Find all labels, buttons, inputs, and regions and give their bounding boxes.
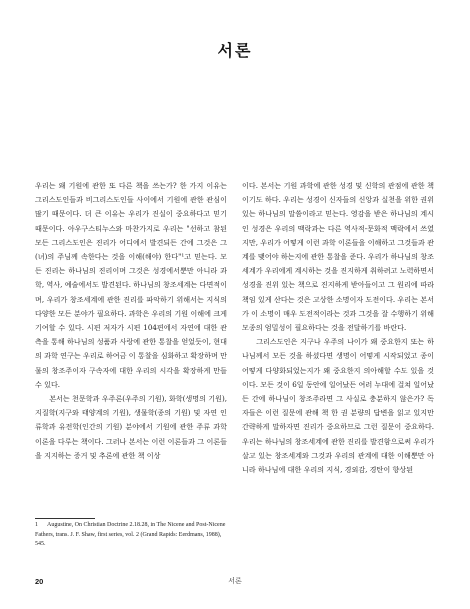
footnote-number: 1 [35,522,38,528]
body-paragraph: 그리스도인은 지구나 우주의 나이가 왜 중요한지 또는 하나님께서 모든 것을 하셨다면 생명이 어떻게 시작되었고 종이 어떻게 다양화되었는지가 왜 중요한지 의아해할 수도 있을 것이다. 모든 것이 6일 동안에 일어났든 여러 누대에 걸쳐 일어났든 간에 하나님이 창조주라면 그 사실로 충분하지 않은가? 독자들은 이런 질문에 관해 책 한 권 분량의 답변을 읽고 있지만 간략하게 말하자면 진리가 중요하므로 그런 질문이 중요하다. 우리는 하나님의 창조세계에 관한 진리를 발견함으로써 우리가 살고 있는 창조세계와 그것과 우리의 관계에 대한 이해뿐만 아니라 하나님에 대한 우리의 지식, 경외감, 경탄이 향상된 [242,337,434,475]
page-number: 20 [35,577,44,586]
footnote [35,521,227,550]
chapter-title: 서론 [217,41,253,60]
body-paragraph: 우리는 왜 기원에 관한 또 다른 책을 쓰는가? 한 가지 이유는 그리스도인들과 비그리스도인들 사이에서 기원에 관한 관심이 많기 때문이다. 더 큰 이유는 우리가 진실이 중요하다고 믿기 때문이다. 아우구스티누스와 마찬가지로 우리는 "선하고 참된 모든 그리스도인은 진리가 어디에서 발견되든 간에 그것은 그(녀)의 주님께 속한다는 것을 이해(해야) 한다"¹고 믿는다. 모든 진리는 하나님의 진리이며 그것은 성경에서뿐만 아니라 과학, 역사, 예술에서도 발견된다. 하나님의 창조세계는 다면적이며, 우리가 창조세계에 관한 진리를 파악하기 위해서는 지식의 다양한 모든 분야가 필요하다. 과학은 우리의 기원 이해에 크게 기여할 수 있다. 시편 저자가 시편 104편에서 자연에 대한 관측을 통해 하나님의 성품과 사랑에 관한 통찰을 얻었듯이, 현대의 과학 연구는 우리로 하여금 이 통찰을 심화하고 확장하며 만물의 창조주이자 구속자에 대한 우리의 시각을 확장하게 만들 수 있다. [35,181,227,389]
right-text-column [242,179,434,477]
left-text-column [35,179,227,463]
footnote-text: Augustine, On Christian Doctrine 2.18.28, in The Nicene and Post-Nicene Fathers, trans. J. F. Shaw, first series, vol. 2 (Grand Rapids: Eerdmans, 1988), 545. [35,522,226,547]
body-paragraph: 본서는 천문학과 우주론(우주의 기원), 화학(생명의 기원), 지질학(지구와 태양계의 기원), 생물학(종의 기원) 및 자연 인류학과 유전학(인간의 기원) 분야에서 기원에 관한 주류 과학 이론을 다루는 책이다. 그러나 본서는 이런 이론들과 그 이론들을 지지하는 증거 및 추론에 관한 책 이상 [35,394,227,460]
running-footer-title: 서론 [228,577,242,585]
footnote-divider [35,518,95,519]
body-paragraph: 이다. 본서는 기원 과학에 관한 성경 및 신학의 관점에 관한 책이기도 하다. 우리는 성경이 신자들의 신앙과 실천을 위한 권위 있는 하나님의 말씀이라고 믿는다. 영감을 받은 하나님의 계시인 성경은 우리의 맥락과는 다른 역사적-문화적 맥락에서 쓰였지만, 우리가 어떻게 이런 과학 이론들을 이해하고 그것들과 관계를 맺어야 하는지에 관한 통찰을 준다. 우리가 하나님의 창조세계가 우리에게 계시하는 것을 진지하게 취하려고 노력하면서 성경을 진위 있는 책으로 진지하게 받아들이고 그 원리에 따라 책임 있게 산다는 것은 고상한 소명이자 도전이다. 우리는 본서가 이 소명이 매우 도전적이라는 것과 그것을 잘 수행하기 위해 모종의 엄밀성이 필요하다는 것을 전달하기를 바란다. [242,181,434,333]
